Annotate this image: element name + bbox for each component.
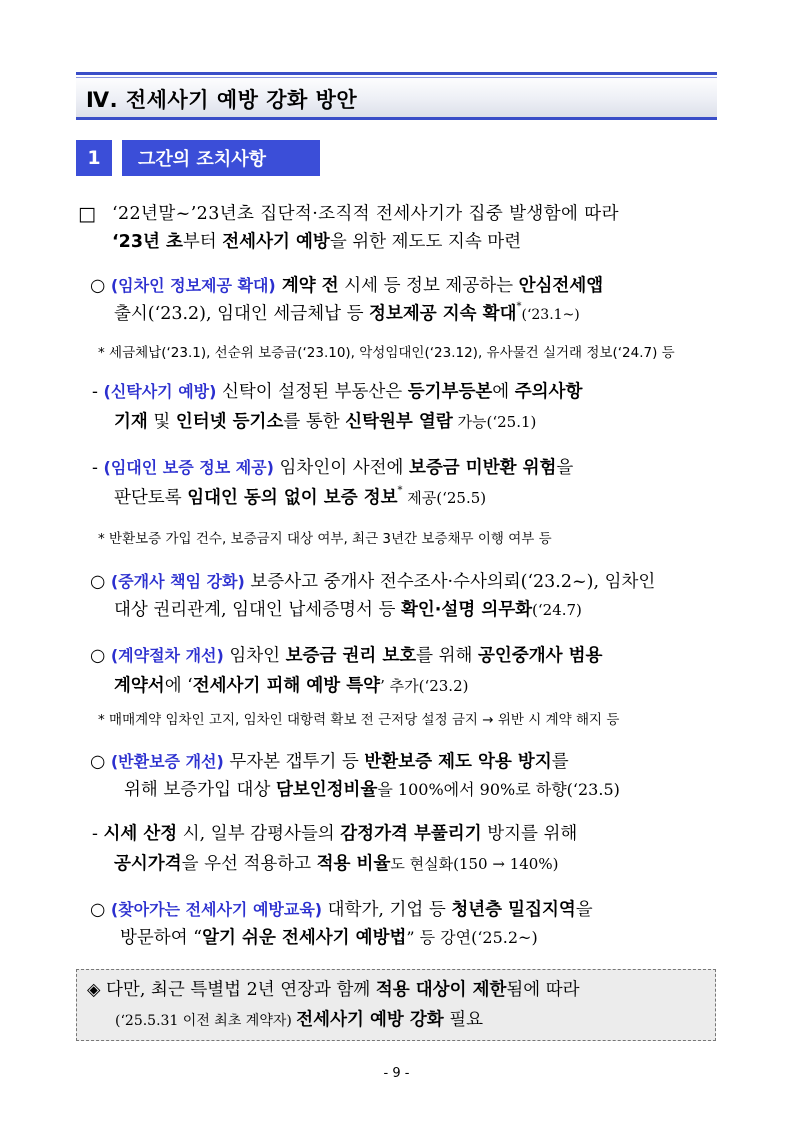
note-2: * 반환보증 가입 건수, 보증금지 대상 여부, 최근 3년간 보증채무 이행 여부 등 <box>98 531 552 547</box>
item-1-line-2: 출시(‘23.2), 임대인 세금체납 등 정보제공 지속 확대*(‘23.1~) <box>114 301 580 324</box>
summary-line-2: (‘25.5.31 이전 최초 계약자) 전세사기 예방 강화 필요 <box>115 1010 484 1030</box>
section-title: 그간의 조치사항 <box>122 140 320 176</box>
item-6-line-1: ○ (반환보증 개선) 무자본 갭투기 등 반환보증 제도 악용 방지를 <box>90 752 569 772</box>
summary-box <box>76 969 716 1041</box>
item-5-line-2: 계약서에 ‘전세사기 피해 예방 특약’ 추가(‘23.2) <box>114 676 469 696</box>
intro-line-2: ‘23년 초부터 전세사기 예방을 위한 제도도 지속 마련 <box>112 232 522 252</box>
intro-bullet: □ <box>78 203 96 225</box>
item-7-line-2: 공시가격을 우선 적용하고 적용 비율도 현실화(150 → 140%) <box>114 854 559 874</box>
item-4-line-2: 대상 권리관계, 임대인 납세증명서 등 확인·설명 의무화(‘24.7) <box>114 600 582 620</box>
item-8-line-2: 방문하여 “알기 쉬운 전세사기 예방법” 등 강연(‘25.2~) <box>120 928 538 948</box>
item-6-line-2: 위해 보증가입 대상 담보인정비율을 100%에서 90%로 하향(‘23.5) <box>124 780 620 800</box>
item-5-line-1: ○ (계약절차 개선) 임차인 보증금 권리 보호를 위해 공인중개사 범용 <box>90 646 603 666</box>
item-1-line-1: ○ (임차인 정보제공 확대) 계약 전 시세 등 정보 제공하는 안심전세앱 <box>90 276 604 296</box>
page-number: - 9 - <box>383 1066 410 1081</box>
intro-line-1: ‘22년말~’23년초 집단적·조직적 전세사기가 집중 발생함에 따라 <box>112 204 619 224</box>
note-3: * 매매계약 임차인 고지, 임차인 대항력 확보 전 근저당 설정 금지 → 위반 시 계약 해지 등 <box>98 712 620 728</box>
item-2-line-1: - (신탁사기 예방) 신탁이 설정된 부동산은 등기부등본에 주의사항 <box>92 382 583 402</box>
item-3-line-1: - (임대인 보증 정보 제공) 임차인이 사전에 보증금 미반환 위험을 <box>92 458 574 478</box>
section-number: 1 <box>76 140 112 176</box>
note-1: * 세금체납(‘23.1), 선순위 보증금(‘23.10), 악성임대인(‘23.12), 유사물건 실거래 정보(‘24.7) 등 <box>98 345 675 361</box>
item-2-line-2: 기재 및 인터넷 등기소를 통한 신탁원부 열람 가능(‘25.1) <box>114 412 537 432</box>
item-3-line-2: 판단토록 임대인 동의 없이 보증 정보* 제공(‘25.5) <box>114 485 487 508</box>
item-4-line-1: ○ (중개사 책임 강화) 보증사고 중개사 전수조사·수사의뢰(‘23.2~), 임차인 <box>90 572 656 592</box>
summary-line-1: ◈ 다만, 최근 특별법 2년 연장과 함께 적용 대상이 제한됨에 따라 <box>87 980 580 1000</box>
chapter-heading-bar <box>76 72 717 120</box>
item-7-line-1: - 시세 산정 시, 일부 감평사들의 감정가격 부풀리기 방지를 위해 <box>92 824 578 844</box>
chapter-heading: Ⅳ. 전세사기 예방 강화 방안 <box>86 88 358 112</box>
item-8-line-1: ○ (찾아가는 전세사기 예방교육) 대학가, 기업 등 청년층 밀집지역을 <box>90 900 593 920</box>
